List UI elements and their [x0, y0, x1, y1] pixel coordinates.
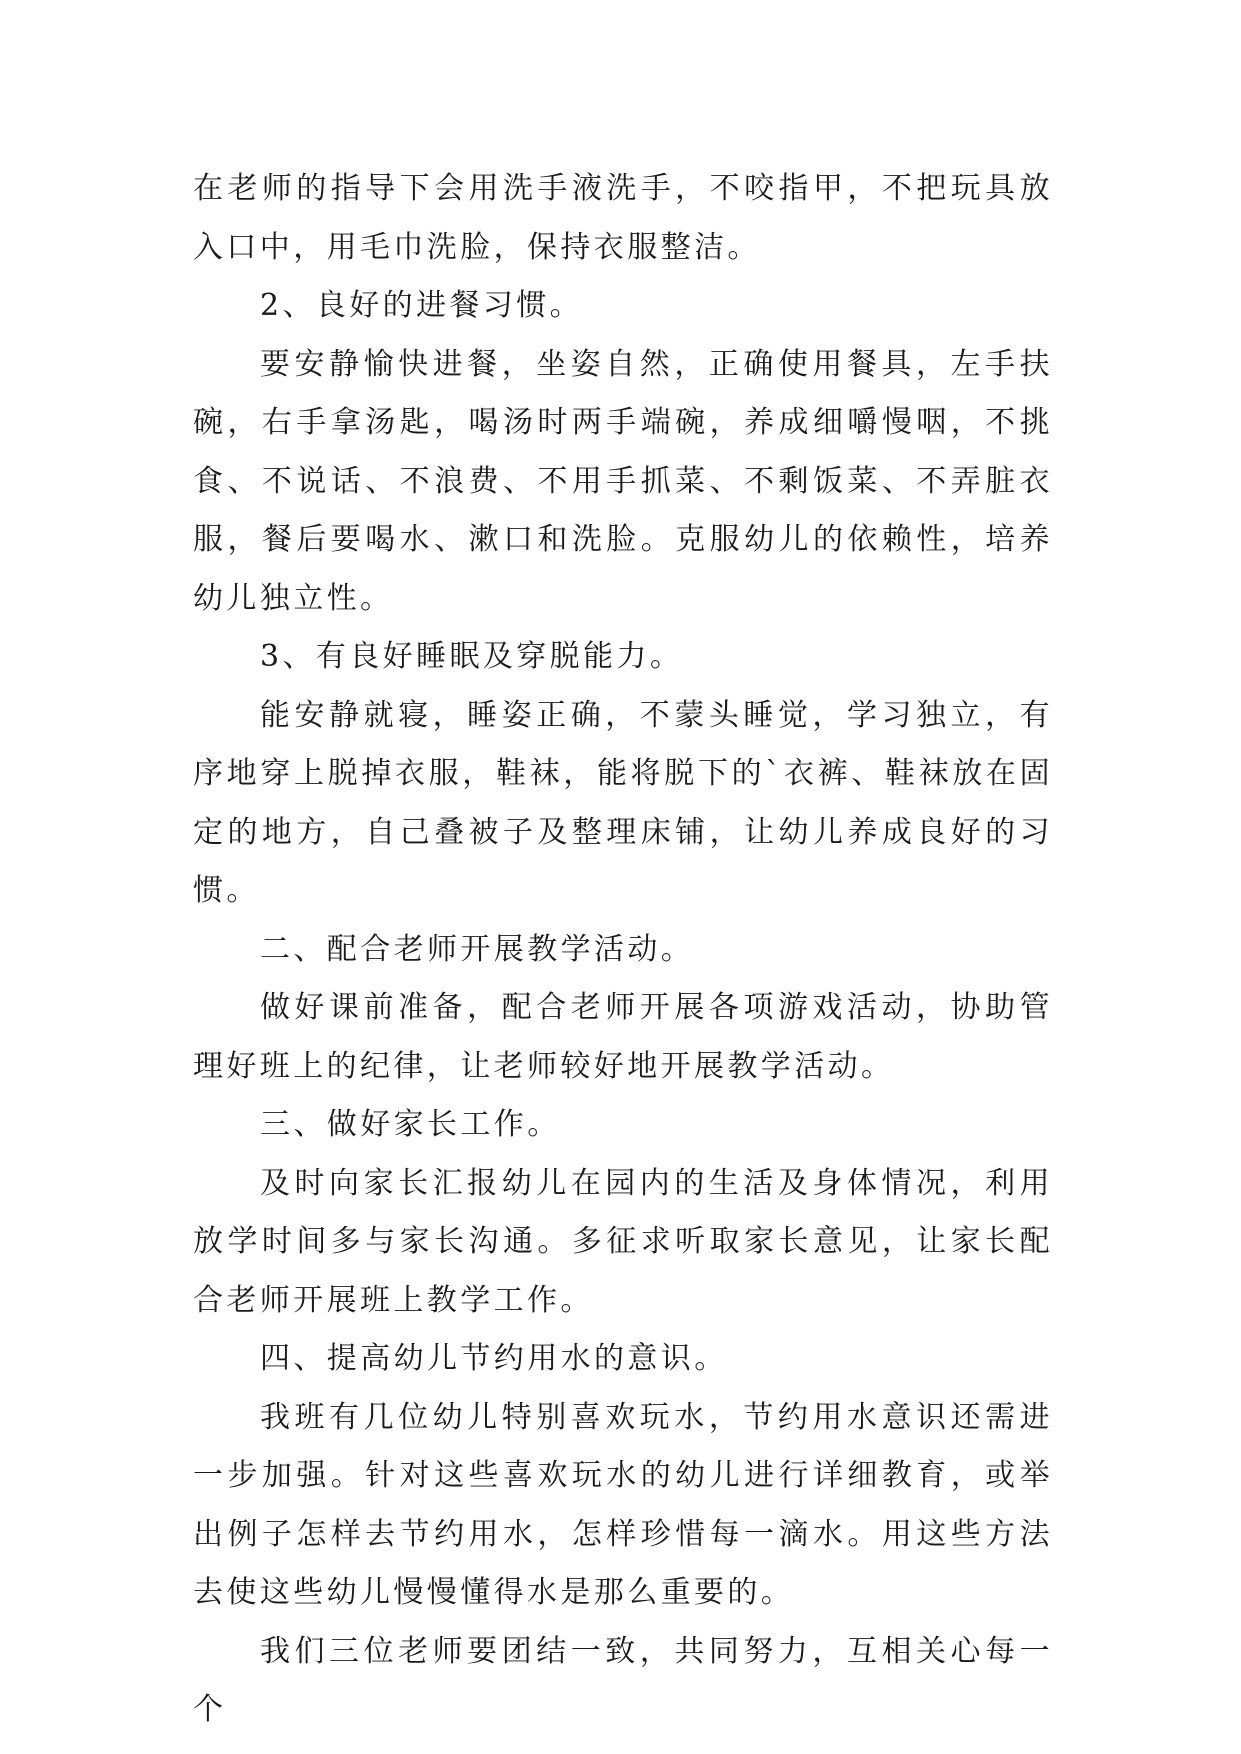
section-heading: 四、提高幼儿节约用水的意识。	[260, 1341, 728, 1376]
paragraph: 在老师的指导下会用洗手液洗手，不咬指甲，不把玩具放入口中，用毛巾洗脸，保持衣服整洁。	[193, 171, 1053, 265]
section-heading: 三、做好家长工作。	[260, 1107, 561, 1142]
paragraph: 要安静愉快进餐，坐姿自然，正确使用餐具，左手扶碗，右手拿汤匙，喝汤时两手端碗，养成细嚼慢咽，不挑食、不说话、不浪费、不用手抓菜、不剩饭菜、不弄脏衣服，餐后要喝水、漱口和洗脸。克服幼儿的依赖性，培养幼儿独立性。	[193, 346, 1053, 616]
paragraph: 我们三位老师要团结一致，共同努力，互相关心每一个	[193, 1633, 1053, 1727]
paragraph: 及时向家长汇报幼儿在园内的生活及身体情况，利用放学时间多与家长沟通。多征求听取家长意见，让家长配合老师开展班上教学工作。	[193, 1165, 1053, 1318]
section-heading: 二、配合老师开展教学活动。	[260, 931, 695, 967]
paragraph: 2、良好的进餐习惯。	[260, 288, 584, 323]
paragraph: 3、有良好睡眠及穿脱能力。	[260, 639, 684, 674]
document-body	[193, 160, 1053, 1740]
paragraph: 做好课前准备，配合老师开展各项游戏活动，协助管理好班上的纪律，让老师较好地开展教学活动。	[193, 990, 1053, 1084]
paragraph: 我班有几位幼儿特别喜欢玩水，节约用水意识还需进一步加强。针对这些喜欢玩水的幼儿进行详细教育，或举出例子怎样去节约用水，怎样珍惜每一滴水。用这些方法去使这些幼儿慢慢懂得水是那么重要的。	[193, 1399, 1053, 1610]
paragraph: 能安静就寝，睡姿正确，不蒙头睡觉，学习独立，有序地穿上脱掉衣服，鞋袜，能将脱下的`衣裤、鞋袜放在固定的地方，自己叠被子及整理床铺，让幼儿养成良好的习惯。	[193, 697, 1053, 908]
